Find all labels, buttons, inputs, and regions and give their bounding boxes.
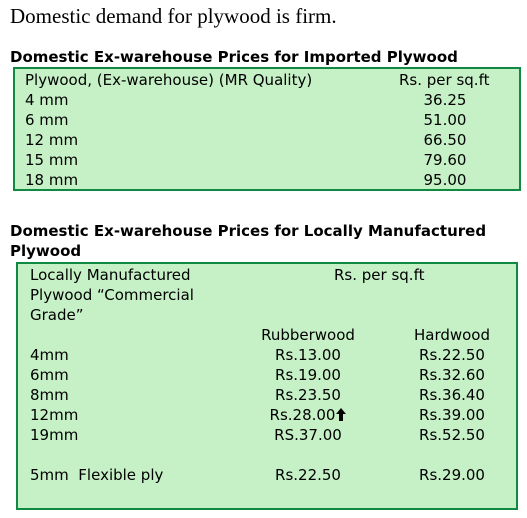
local-header-left-line: Plywood “Commercial xyxy=(30,286,194,304)
local-row-rubberwood: Rs.23.50 xyxy=(275,386,341,404)
local-row-hardwood: Rs.32.60 xyxy=(419,366,485,384)
imported-row-price: 51.00 xyxy=(423,111,467,129)
local-price-table xyxy=(16,262,518,510)
imported-row-size: 15 mm xyxy=(25,151,79,169)
local-row-rubberwood: Rs.28.00 xyxy=(269,406,336,424)
imported-price-table xyxy=(13,67,521,191)
local-row-hardwood: Rs.36.40 xyxy=(419,386,485,404)
local-row-size: 12mm xyxy=(30,406,79,424)
imported-header-left: Plywood, (Ex-warehouse) (MR Quality) xyxy=(25,71,313,89)
imported-row-price: 79.60 xyxy=(423,151,467,169)
local-row-hardwood: Rs.22.50 xyxy=(419,346,485,364)
local-row-size: 6mm xyxy=(30,366,69,384)
imported-row-size: 6 mm xyxy=(25,111,69,129)
col-rubberwood: Rubberwood xyxy=(261,326,355,344)
imported-row-price: 66.50 xyxy=(423,131,467,149)
local-row-hardwood: Rs.52.50 xyxy=(419,426,485,444)
imported-row-size: 4 mm xyxy=(25,91,69,109)
local-header-left-line: Grade” xyxy=(30,306,84,324)
local-row-size: 4mm xyxy=(30,346,69,364)
flex-row-size: 5mm Flexible ply xyxy=(30,466,164,484)
flex-row-rubberwood: Rs.22.50 xyxy=(275,466,341,484)
local-row-rubberwood: RS.37.00 xyxy=(274,426,342,444)
local-row-size: 8mm xyxy=(30,386,69,404)
intro-text: Domestic demand for plywood is firm. xyxy=(10,4,337,28)
imported-row-price: 36.25 xyxy=(423,91,467,109)
local-header-right: Rs. per sq.ft xyxy=(334,266,425,284)
up-arrow-icon xyxy=(336,408,346,421)
imported-header-right: Rs. per sq.ft xyxy=(399,71,490,89)
imported-row-size: 12 mm xyxy=(25,131,79,149)
local-row-size: 19mm xyxy=(30,426,79,444)
imported-row-size: 18 mm xyxy=(25,171,79,189)
local-heading: Domestic Ex-warehouse Prices for Locally Manufactured Plywood xyxy=(10,222,487,260)
local-row-rubberwood: Rs.19.00 xyxy=(275,366,341,384)
local-header-left-line: Locally Manufactured xyxy=(30,266,191,284)
imported-row-price: 95.00 xyxy=(423,171,467,189)
local-row-rubberwood: Rs.13.00 xyxy=(275,346,341,364)
local-row-hardwood: Rs.39.00 xyxy=(419,406,485,424)
imported-heading: Domestic Ex-warehouse Prices for Imported Plywood xyxy=(10,48,458,66)
flex-row-hardwood: Rs.29.00 xyxy=(419,466,485,484)
local-row-rubberwood-cell xyxy=(238,405,378,425)
col-hardwood: Hardwood xyxy=(413,326,491,344)
